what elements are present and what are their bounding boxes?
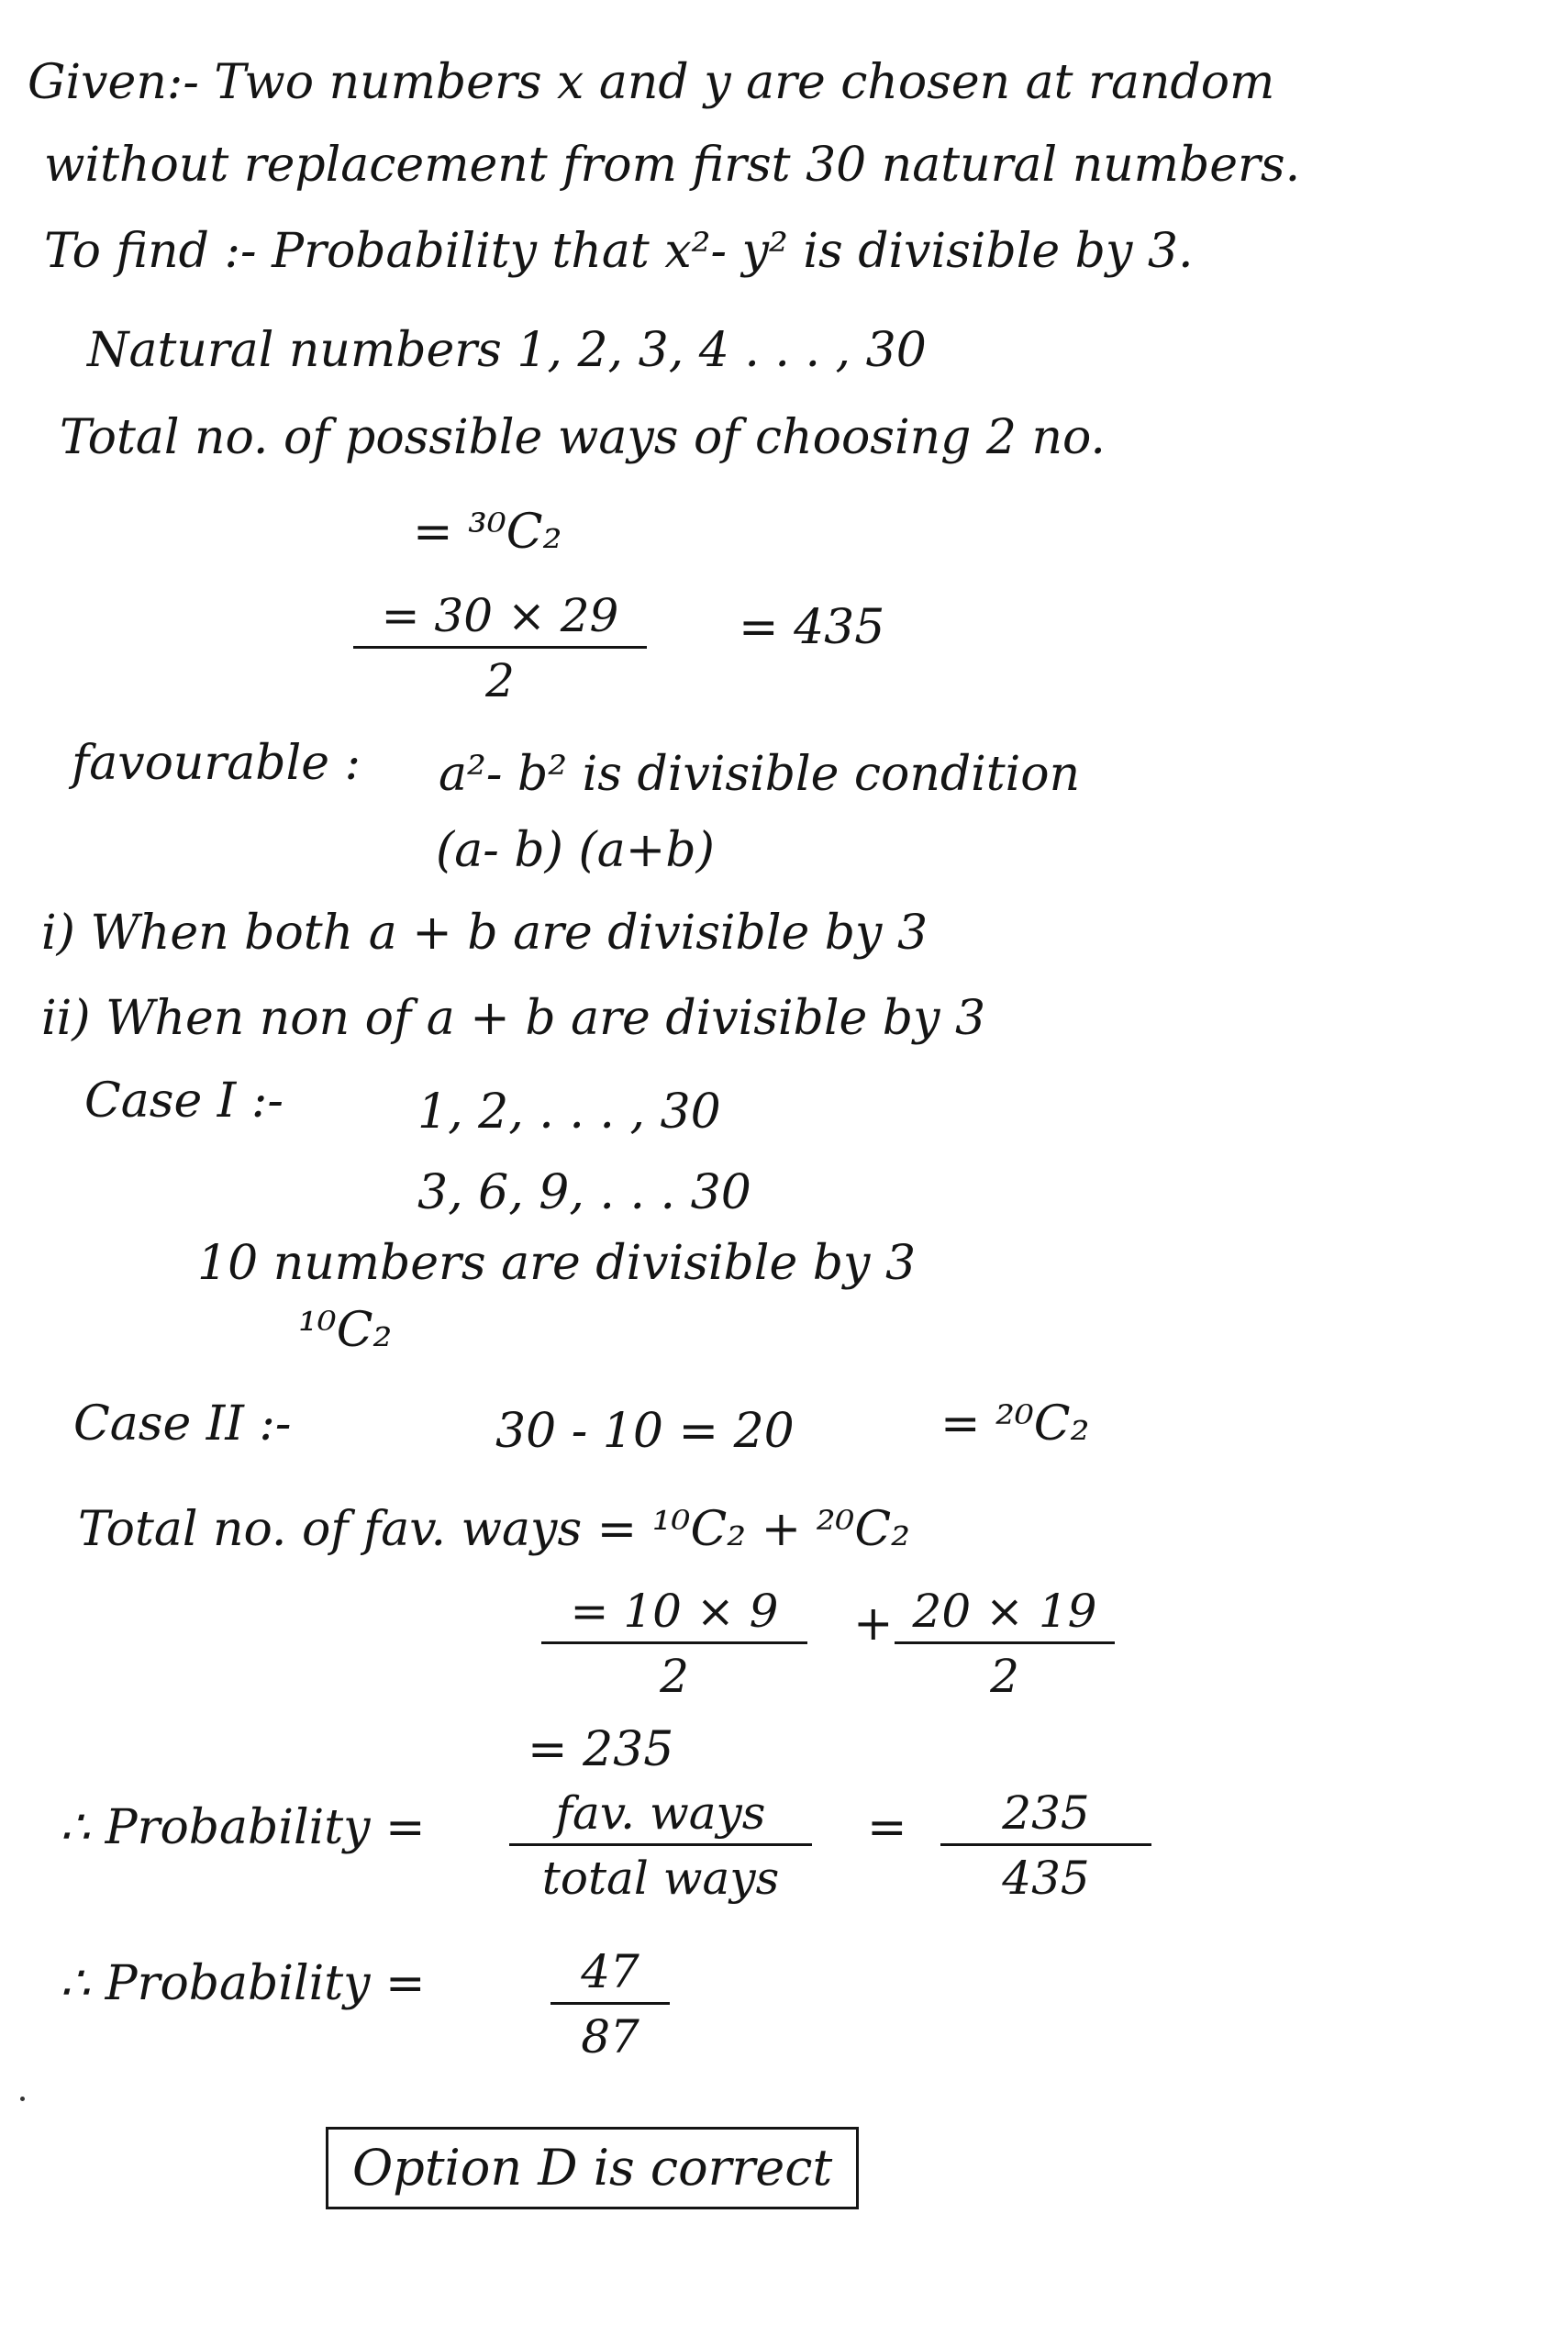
result-435: = 435 <box>739 600 885 655</box>
fraction-bar <box>541 1641 807 1644</box>
given-line-1: Given:- Two numbers x and y are chosen at random <box>28 55 1275 110</box>
fraction-bar <box>353 646 647 649</box>
stray-dot <box>20 2097 25 2101</box>
fraction-bar <box>550 2002 670 2005</box>
total-favourable-ways: Total no. of fav. ways = ¹⁰C₂ + ²⁰C₂ <box>78 1502 911 1557</box>
fraction-20x19-over-2 <box>895 1583 1115 1705</box>
fraction-bar <box>509 1843 812 1846</box>
plus-sign: + <box>853 1596 894 1652</box>
fraction-numerator: 47 <box>581 1945 639 1998</box>
combination-10c2: ¹⁰C₂ <box>298 1303 393 1358</box>
case-1-sequence-2: 3, 6, 9, . . . 30 <box>417 1165 751 1220</box>
fraction-denominator: 87 <box>581 2010 639 2064</box>
fraction-47-over-87 <box>550 1943 670 2065</box>
probability-label-2: ∴ Probability = <box>60 1956 426 2011</box>
factorization: (a- b) (a+b) <box>436 823 715 878</box>
case-1-text: 10 numbers are divisible by 3 <box>197 1236 917 1291</box>
fraction-denominator: 435 <box>1002 1852 1090 1905</box>
case-1-label: Case I :- <box>84 1074 284 1129</box>
natural-numbers-line: Natural numbers 1, 2, 3, 4 . . . , 30 <box>87 323 927 378</box>
condition-1: i) When both a + b are divisible by 3 <box>41 906 929 961</box>
given-line-2: without replacement from first 30 natural numbers. <box>44 138 1301 193</box>
fraction-denominator: 2 <box>485 654 515 707</box>
case-2-calc: 30 - 10 = 20 <box>495 1404 795 1459</box>
combination-30c2: = ³⁰C₂ <box>413 505 562 560</box>
to-find-line: To find :- Probability that x²- y² is divisible by 3. <box>44 224 1194 279</box>
fraction-numerator: = 30 × 29 <box>381 589 619 642</box>
favourable-condition: a²- b² is divisible condition <box>439 747 1081 802</box>
result-235: = 235 <box>528 1722 674 1777</box>
fraction-30x29-over-2 <box>353 587 647 709</box>
answer-box: Option D is correct <box>326 2127 859 2209</box>
fraction-numerator: = 10 × 9 <box>570 1585 779 1638</box>
fraction-denominator: 2 <box>990 1650 1019 1703</box>
fraction-denominator: 2 <box>660 1650 689 1703</box>
total-ways-line: Total no. of possible ways of choosing 2 no. <box>60 410 1106 465</box>
fraction-denominator: total ways <box>541 1852 780 1905</box>
fraction-numerator: 20 × 19 <box>912 1585 1097 1638</box>
fraction-fav-over-total <box>509 1785 812 1907</box>
equals-sign: = <box>867 1800 907 1855</box>
fraction-numerator: fav. ways <box>555 1786 766 1840</box>
fraction-235-over-435 <box>940 1785 1151 1907</box>
case-2-label: Case II :- <box>73 1396 292 1452</box>
combination-20c2: = ²⁰C₂ <box>940 1396 1090 1452</box>
probability-label-1: ∴ Probability = <box>60 1800 426 1855</box>
fraction-10x9-over-2 <box>541 1583 807 1705</box>
fraction-bar <box>940 1843 1151 1846</box>
case-1-sequence-1: 1, 2, . . . , 30 <box>417 1085 721 1140</box>
fraction-numerator: 235 <box>1002 1786 1090 1840</box>
fraction-bar <box>895 1641 1115 1644</box>
favourable-label: favourable : <box>72 736 361 791</box>
condition-2: ii) When non of a + b are divisible by 3 <box>41 991 986 1046</box>
